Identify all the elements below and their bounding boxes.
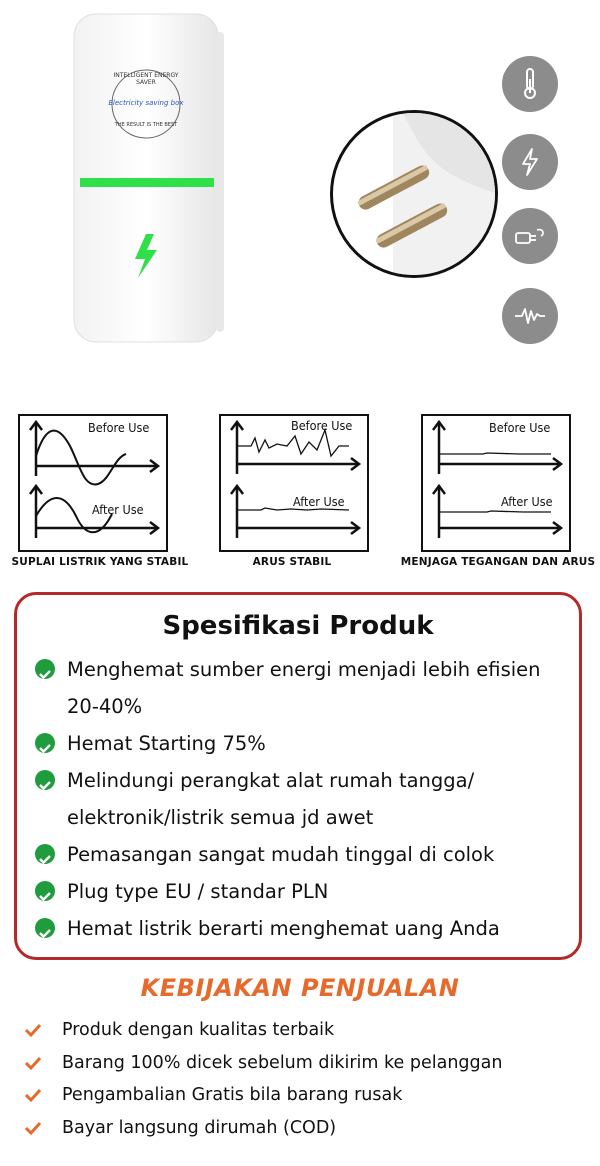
spec-item [35,762,575,836]
check-circle-icon [35,770,55,790]
before-use-label: Before Use [291,418,353,433]
spec-item-text: Hemat listrik berarti menghemat uang Anda [67,917,500,940]
thermometer-icon [502,56,558,112]
spec-item [35,725,575,762]
spec-item [35,651,575,725]
spec-item-text: Menghemat sumber energi menjadi lebih efisien 20-40% [67,658,541,718]
spec-item [35,873,575,910]
lightning-icon [502,134,558,190]
before-use-label: Before Use [88,420,150,435]
diagram-stable-supply [18,414,168,552]
policy-item [22,1079,592,1112]
after-use-label: After Use [293,494,345,509]
policy-item-text: Produk dengan kualitas terbaik [62,1020,335,1040]
spec-item-text: Pemasangan sangat mudah tinggal di colok [67,843,495,866]
policy-list [22,1014,592,1144]
spec-item-text: Melindungi perangkat alat rumah tangga/ elektronik/listrik semua jd awet [67,769,475,829]
check-circle-icon [35,733,55,753]
spec-item-text: Plug type EU / standar PLN [67,880,329,903]
spec-item-text: Hemat Starting 75% [67,732,266,755]
checkmark-icon [24,1055,42,1071]
policy-item [22,1112,592,1145]
policy-item-text: Pengambalian Gratis bila barang rusak [62,1085,403,1105]
check-circle-icon [35,918,55,938]
diagram-caption: SUPLAI LISTRIK YANG STABIL [11,556,189,568]
product-device-image [68,12,224,346]
spec-title: Spesifikasi Produk [162,611,434,641]
checkmark-icon [24,1120,42,1136]
diagram-caption: MENJAGA TEGANGAN DAN ARUS [400,556,596,568]
policy-title: KEBIJAKAN PENJUALAN [140,974,460,1002]
spec-item [35,836,575,873]
check-circle-icon [35,659,55,679]
check-circle-icon [35,881,55,901]
check-circle-icon [35,844,55,864]
badge-bottom-text: THE RESULT IS THE BEST [114,122,178,128]
before-use-label: Before Use [489,420,551,435]
diagram-caption: ARUS STABIL [252,556,332,568]
diagram-voltage-current [421,414,571,552]
waveform-icon [502,288,558,344]
policy-item [22,1047,592,1080]
badge-top-text: INTELLIGENT ENERGY SAVER [113,72,179,86]
policy-item [22,1014,592,1047]
plug-icon [502,208,558,264]
spec-item [35,910,575,947]
after-use-label: After Use [501,494,553,509]
policy-item-text: Bayar langsung dirumah (COD) [62,1117,337,1138]
checkmark-icon [24,1087,42,1103]
diagram-stable-current [219,414,369,552]
checkmark-icon [24,1022,42,1038]
spec-list [35,651,575,947]
policy-item-text: Barang 100% dicek sebelum dikirim ke pelanggan [62,1052,503,1073]
plug-detail-image [330,110,498,278]
badge-middle-text: Electricity saving box [108,99,184,107]
spec-box [14,592,582,960]
after-use-label: After Use [92,502,144,517]
